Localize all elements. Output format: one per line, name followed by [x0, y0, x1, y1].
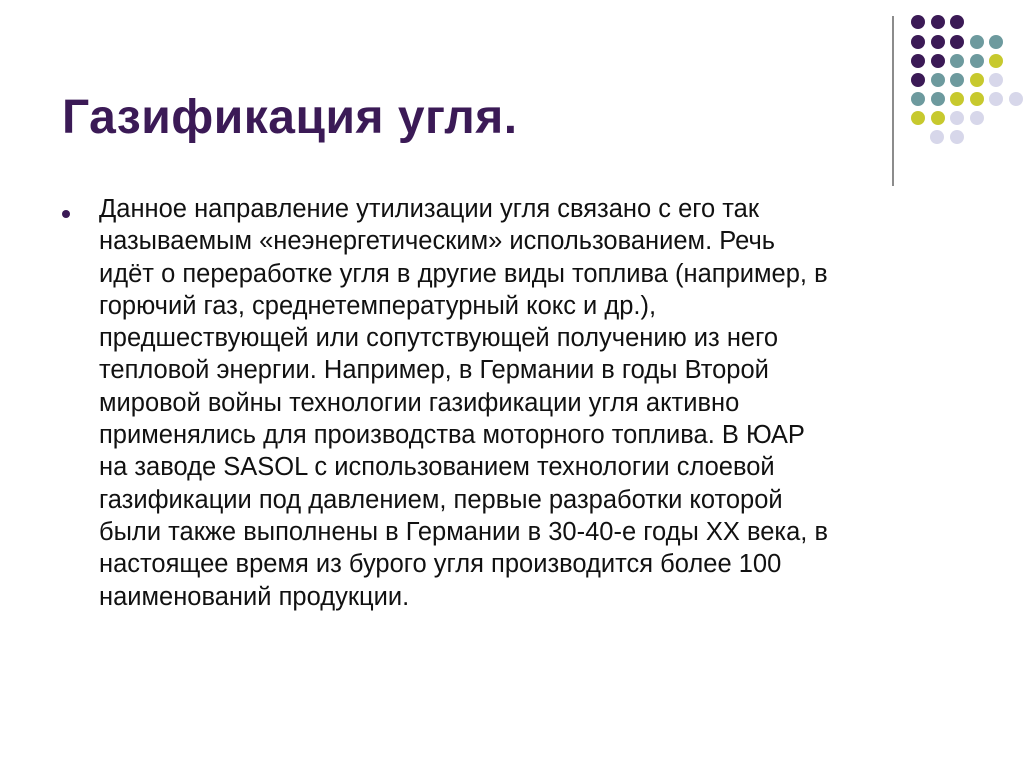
dot-lavender [930, 130, 944, 144]
text-line: тепловой энергии. Например, в Германии в годы Второй [99, 356, 769, 385]
vertical-divider [892, 16, 894, 186]
dot-purple [931, 35, 945, 49]
dot-teal [950, 73, 964, 87]
bullet-item [62, 193, 962, 613]
dot-lavender [950, 111, 964, 125]
dot-yellow [970, 73, 984, 87]
dot-teal [970, 35, 984, 49]
dot-teal [911, 92, 925, 106]
text-line: применялись для производства моторного топлива. В ЮАР [99, 421, 805, 450]
slide-title: Газификация угля. [62, 91, 518, 144]
dot-yellow [970, 92, 984, 106]
dot-yellow [931, 111, 945, 125]
dot-yellow [989, 54, 1003, 68]
dot-purple [931, 54, 945, 68]
dot-lavender [950, 130, 964, 144]
dot-purple [911, 35, 925, 49]
dot-lavender [989, 92, 1003, 106]
dot-purple [911, 54, 925, 68]
dot-lavender [989, 73, 1003, 87]
dot-yellow [911, 111, 925, 125]
dot-teal [950, 54, 964, 68]
text-line: мировой войны технологии газификации угля активно [99, 388, 740, 417]
text-line: Данное направление утилизации угля связано с его так [99, 195, 760, 223]
dot-yellow [950, 92, 964, 106]
slide-content [62, 193, 962, 613]
text-line: идёт о переработке угля в другие виды топлива (например, в [99, 259, 828, 288]
bullet-text [99, 193, 962, 613]
text-line: горючий газ, среднетемпературный кокс и др.), [99, 291, 657, 320]
dot-teal [931, 73, 945, 87]
text-line: газификации под давлением, первые разработки которой [99, 485, 783, 514]
dot-lavender [970, 111, 984, 125]
text-line: настоящее время из бурого угля производится более 100 [99, 550, 782, 579]
dot-teal [931, 92, 945, 106]
dot-teal [989, 35, 1003, 49]
text-line: предшествующей или сопутствующей получению из него [99, 324, 779, 353]
dot-teal [970, 54, 984, 68]
dot-purple [931, 15, 945, 29]
dot-purple [911, 73, 925, 87]
text-line: были также выполнены в Германии в 30-40-е годы XX века, в [99, 517, 829, 546]
dot-purple [950, 15, 964, 29]
text-line: на заводе SASOL с использованием технологии слоевой [99, 453, 775, 482]
text-line: наименований продукции. [99, 582, 410, 611]
text-line: называемым «неэнергетическим» использованием. Речь [99, 227, 776, 256]
dot-purple [911, 15, 925, 29]
dot-lavender [1009, 92, 1023, 106]
dot-purple [950, 35, 964, 49]
bullet-icon [62, 210, 70, 218]
